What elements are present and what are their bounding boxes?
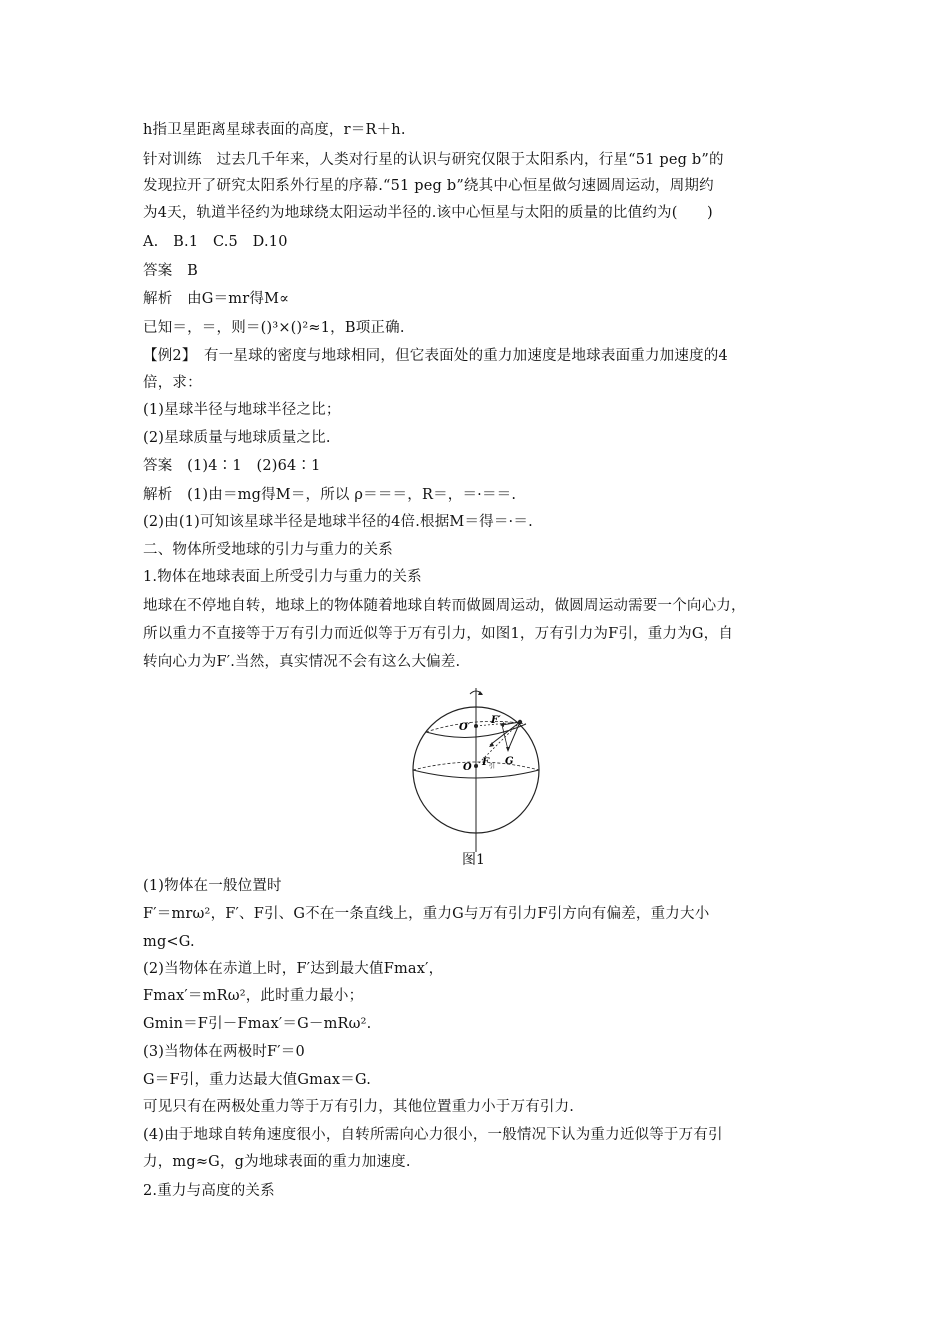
- text-line: 答案 B: [143, 263, 198, 279]
- text-line: 地球在不停地自转，地球上的物体随着地球自转而做圆周运动，做圆周运动需要一个向心力，: [143, 598, 746, 614]
- text-line: h指卫星距离星球表面的高度，r＝R＋h.: [143, 122, 406, 138]
- text-line: (1)物体在一般位置时: [143, 878, 282, 894]
- text-line: 针对训练 过去几千年来，人类对行星的认识与研究仅限于太阳系内，行星“51 peg b”的: [143, 152, 724, 168]
- text-line: 已知＝，＝，则＝()³×()²≈1，B项正确.: [143, 320, 405, 336]
- text-line: 发现拉开了研究太阳系外行星的序幕.“51 peg b”绕其中心恒星做匀速圆周运动，周期约: [143, 178, 714, 194]
- label-o: O: [463, 762, 472, 773]
- text-line: 解析 (1)由＝mg得M＝，所以 ρ＝＝＝，R＝，＝·＝＝.: [143, 487, 517, 503]
- text-line: (4)由于地球自转角速度很小，自转所需向心力很小，一般情况下认为重力近似等于万有引: [143, 1127, 723, 1143]
- text-line: 答案 (1)4∶1 (2)64∶1: [143, 458, 321, 474]
- text-line: F′＝mrω²，F′、F引、G不在一条直线上，重力G与万有引力F引方向有偏差，重力大小: [143, 906, 710, 922]
- text-line: 转向心力为F′.当然，真实情况不会有这么大偏差.: [143, 654, 461, 670]
- text-line: 可见只有在两极处重力等于万有引力，其他位置重力小于万有引力.: [143, 1099, 575, 1115]
- subsection-heading: 2.重力与高度的关系: [143, 1183, 275, 1199]
- text-line: 倍，求：: [143, 375, 202, 391]
- text-line: (2)星球质量与地球质量之比.: [143, 430, 331, 446]
- text-line: Gmin＝F引－Fmax′＝G－mRω².: [143, 1016, 372, 1032]
- text-line: mg<G.: [143, 934, 195, 950]
- text-line: 力，mg≈G，g为地球表面的重力加速度.: [143, 1154, 411, 1170]
- label-f-yin: F: [482, 757, 490, 768]
- text-line: 【例2】 有一星球的密度与地球相同，但它表面处的重力加速度是地球表面重力加速度的4: [143, 348, 728, 364]
- figure-caption: 图1: [462, 852, 485, 868]
- label-g: G: [505, 756, 514, 767]
- text-line: (3)当物体在两极时F′＝0: [143, 1044, 305, 1060]
- subsection-heading: 1.物体在地球表面上所受引力与重力的关系: [143, 569, 422, 585]
- text-line: G＝F引，重力达最大值Gmax＝G.: [143, 1072, 372, 1088]
- text-line: (2)由(1)可知该星球半径是地球半径的4倍.根据M＝得＝·＝.: [143, 514, 533, 530]
- text-line: (1)星球半径与地球半径之比；: [143, 402, 341, 418]
- label-f-prime: F′: [491, 715, 501, 726]
- text-line: (2)当物体在赤道上时，F′达到最大值Fmax′，: [143, 961, 444, 977]
- text-line: 解析 由G＝mr得M∝: [143, 291, 290, 307]
- section-heading: 二、物体所受地球的引力与重力的关系: [143, 542, 393, 558]
- label-f-yin-sub: 引: [489, 763, 496, 770]
- text-line: Fmax′＝mRω²，此时重力最小；: [143, 988, 364, 1004]
- text-line: 所以重力不直接等于万有引力而近似等于万有引力，如图1，万有引力为F引，重力为G，自: [143, 626, 734, 642]
- text-line: 为4天，轨道半径约为地球绕太阳运动半径的.该中心恒星与太阳的质量的比值约为( ): [143, 205, 713, 221]
- text-line: A. B.1 C.5 D.10: [143, 234, 288, 250]
- label-o-prime: O′: [459, 722, 471, 733]
- earth-rotation-figure: [408, 684, 544, 854]
